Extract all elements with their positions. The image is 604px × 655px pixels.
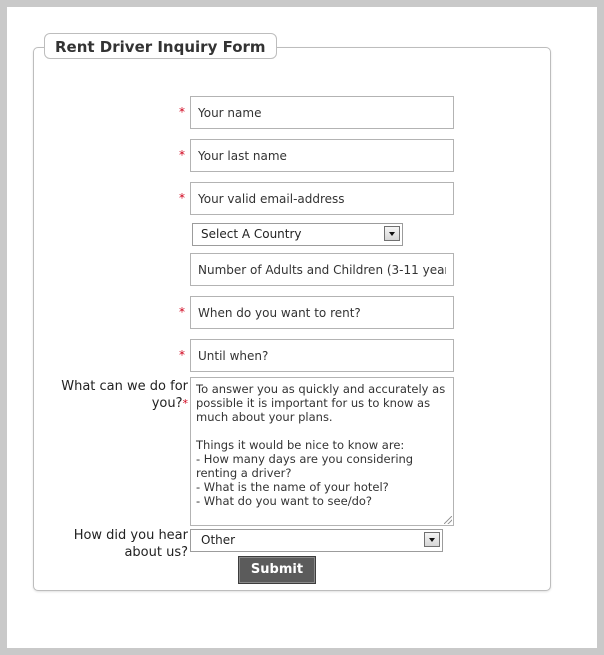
required-marker: *	[179, 148, 185, 162]
rent-start-input[interactable]	[190, 296, 454, 329]
email-input[interactable]	[190, 182, 454, 215]
last-name-input[interactable]	[190, 139, 454, 172]
required-marker: *	[179, 305, 185, 319]
required-marker: *	[179, 105, 185, 119]
referral-select-value: Other	[201, 533, 236, 547]
rent-end-input[interactable]	[190, 339, 454, 372]
country-select-value: Select A Country	[201, 227, 302, 241]
resize-handle-icon[interactable]	[444, 516, 452, 524]
required-marker: *	[179, 348, 185, 362]
chevron-down-icon[interactable]	[424, 532, 440, 547]
submit-button[interactable]: Submit	[238, 556, 316, 584]
required-marker: *	[179, 191, 185, 205]
first-name-input[interactable]	[190, 96, 454, 129]
message-label-text: What can we do for you?	[61, 379, 188, 411]
message-label	[50, 378, 188, 412]
form-title: Rent Driver Inquiry Form	[44, 33, 277, 59]
people-count-input[interactable]	[190, 253, 454, 286]
message-textarea[interactable]	[190, 377, 454, 526]
chevron-down-icon[interactable]	[384, 226, 400, 241]
referral-select[interactable]	[190, 529, 443, 552]
required-marker: *	[182, 397, 188, 410]
country-select[interactable]	[192, 223, 403, 246]
referral-label: How did you hear about us?	[73, 528, 188, 560]
